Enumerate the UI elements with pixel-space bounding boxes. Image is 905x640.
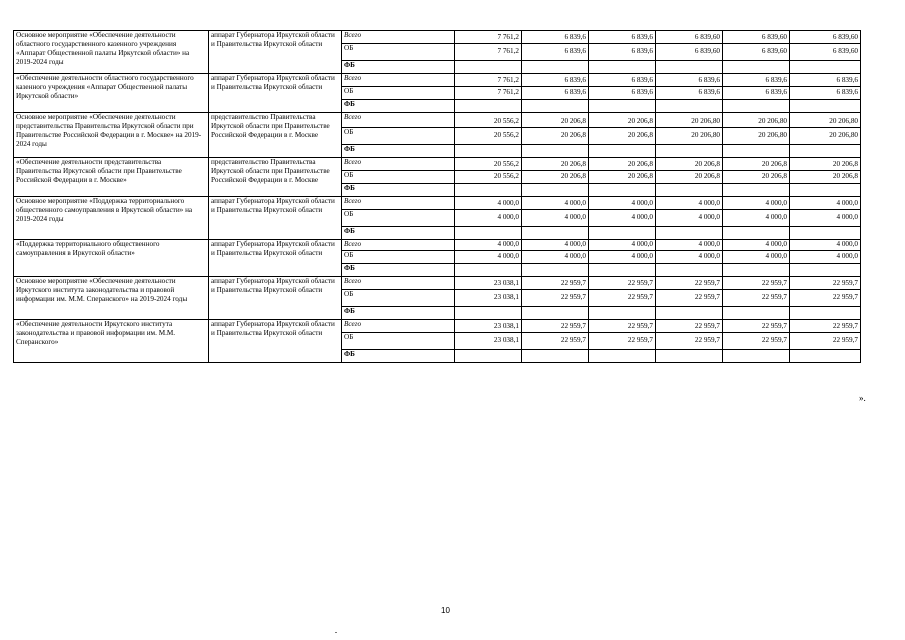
ob-value-cell: 6 839,60 bbox=[790, 44, 861, 61]
total-value-cell: 4 000,0 bbox=[723, 240, 790, 251]
total-value-cell: 6 839,6 bbox=[522, 31, 589, 44]
ob-value-cell: 4 000,0 bbox=[656, 251, 723, 264]
page-number: 10 bbox=[441, 606, 450, 615]
ob-value-cell: 20 556,2 bbox=[455, 171, 522, 184]
table-row bbox=[14, 277, 861, 290]
ob-value-cell: 4 000,0 bbox=[790, 210, 861, 227]
activity-executor: представительство Правительства Иркутской области при Правительстве Российской Федерации в г. Москве bbox=[209, 113, 342, 158]
ob-value-cell: 6 839,6 bbox=[522, 44, 589, 61]
source-fb-label: ФБ bbox=[342, 307, 455, 320]
fb-value-cell bbox=[790, 227, 861, 240]
activity-executor: аппарат Губернатора Иркутской области и Правительства Иркутской области bbox=[209, 197, 342, 240]
ob-value-cell: 22 959,7 bbox=[589, 333, 656, 350]
ob-value-cell: 22 959,7 bbox=[656, 290, 723, 307]
source-total-label: Всего bbox=[342, 113, 455, 128]
fb-value-cell bbox=[723, 61, 790, 74]
total-value-cell: 20 206,8 bbox=[790, 158, 861, 171]
table-row bbox=[14, 113, 861, 128]
ob-value-cell: 20 206,80 bbox=[723, 128, 790, 145]
activity-executor: аппарат Губернатора Иркутской области и Правительства Иркутской области bbox=[209, 31, 342, 74]
total-value-cell: 22 959,7 bbox=[522, 320, 589, 333]
total-value-cell: 22 959,7 bbox=[723, 320, 790, 333]
source-total-label: Всего bbox=[342, 31, 455, 44]
ob-value-cell: 6 839,6 bbox=[589, 87, 656, 100]
fb-value-cell bbox=[589, 184, 656, 197]
source-ob-label: ОБ bbox=[342, 210, 455, 227]
fb-value-cell bbox=[522, 184, 589, 197]
total-value-cell: 6 839,6 bbox=[522, 74, 589, 87]
total-value-cell: 22 959,7 bbox=[589, 320, 656, 333]
budget-table bbox=[13, 30, 861, 363]
fb-value-cell bbox=[455, 350, 522, 363]
table-row bbox=[14, 31, 861, 44]
total-value-cell: 4 000,0 bbox=[790, 240, 861, 251]
source-fb-label: ФБ bbox=[342, 227, 455, 240]
total-value-cell: 6 839,6 bbox=[723, 74, 790, 87]
ob-value-cell: 4 000,0 bbox=[723, 210, 790, 227]
closing-quote-mark: ». bbox=[859, 393, 866, 403]
total-value-cell: 7 761,2 bbox=[455, 31, 522, 44]
total-value-cell: 4 000,0 bbox=[656, 197, 723, 210]
ob-value-cell: 4 000,0 bbox=[589, 210, 656, 227]
ob-value-cell: 20 206,8 bbox=[723, 171, 790, 184]
total-value-cell: 22 959,7 bbox=[656, 277, 723, 290]
source-ob-label: ОБ bbox=[342, 251, 455, 264]
ob-value-cell: 20 206,8 bbox=[589, 128, 656, 145]
source-total-label: Всего bbox=[342, 158, 455, 171]
fb-value-cell bbox=[589, 227, 656, 240]
total-value-cell: 20 206,80 bbox=[656, 113, 723, 128]
source-total-label: Всего bbox=[342, 277, 455, 290]
ob-value-cell: 4 000,0 bbox=[589, 251, 656, 264]
ob-value-cell: 22 959,7 bbox=[723, 290, 790, 307]
fb-value-cell bbox=[455, 307, 522, 320]
total-value-cell: 20 206,8 bbox=[723, 158, 790, 171]
ob-value-cell: 22 959,7 bbox=[790, 333, 861, 350]
ob-value-cell: 4 000,0 bbox=[522, 251, 589, 264]
ob-value-cell: 4 000,0 bbox=[522, 210, 589, 227]
total-value-cell: 4 000,0 bbox=[723, 197, 790, 210]
total-value-cell: 4 000,0 bbox=[522, 197, 589, 210]
source-fb-label: ФБ bbox=[342, 145, 455, 158]
fb-value-cell bbox=[723, 184, 790, 197]
fb-value-cell bbox=[790, 307, 861, 320]
fb-value-cell bbox=[455, 145, 522, 158]
total-value-cell: 4 000,0 bbox=[455, 197, 522, 210]
fb-value-cell bbox=[723, 307, 790, 320]
total-value-cell: 20 206,8 bbox=[522, 113, 589, 128]
total-value-cell: 6 839,60 bbox=[656, 31, 723, 44]
ob-value-cell: 22 959,7 bbox=[723, 333, 790, 350]
fb-value-cell bbox=[589, 264, 656, 277]
total-value-cell: 22 959,7 bbox=[723, 277, 790, 290]
ob-value-cell: 7 761,2 bbox=[455, 87, 522, 100]
total-value-cell: 6 839,6 bbox=[589, 31, 656, 44]
fb-value-cell bbox=[589, 61, 656, 74]
total-value-cell: 23 038,1 bbox=[455, 320, 522, 333]
activity-executor: аппарат Губернатора Иркутской области и Правительства Иркутской области bbox=[209, 277, 342, 320]
source-total-label: Всего bbox=[342, 74, 455, 87]
ob-value-cell: 20 206,8 bbox=[790, 171, 861, 184]
fb-value-cell bbox=[522, 227, 589, 240]
total-value-cell: 4 000,0 bbox=[522, 240, 589, 251]
budget-table-body bbox=[14, 31, 861, 363]
fb-value-cell bbox=[790, 184, 861, 197]
scan-dot bbox=[335, 632, 337, 633]
source-ob-label: ОБ bbox=[342, 44, 455, 61]
activity-description: «Поддержка территориального общественного самоуправления в Иркутской области» bbox=[14, 240, 209, 277]
total-value-cell: 4 000,0 bbox=[589, 197, 656, 210]
fb-value-cell bbox=[790, 264, 861, 277]
ob-value-cell: 6 839,6 bbox=[656, 87, 723, 100]
total-value-cell: 6 839,6 bbox=[656, 74, 723, 87]
ob-value-cell: 6 839,60 bbox=[723, 44, 790, 61]
total-value-cell: 4 000,0 bbox=[455, 240, 522, 251]
fb-value-cell bbox=[723, 227, 790, 240]
total-value-cell: 20 556,2 bbox=[455, 113, 522, 128]
activity-description: Основное мероприятие «Поддержка территориального общественного самоуправления в Иркутской области» на 2019-2024 годы bbox=[14, 197, 209, 240]
activity-description: «Обеспечение деятельности Иркутского института законодательства и правовой информации им. М.М. Сперанского» bbox=[14, 320, 209, 363]
ob-value-cell: 6 839,60 bbox=[656, 44, 723, 61]
ob-value-cell: 6 839,6 bbox=[723, 87, 790, 100]
source-ob-label: ОБ bbox=[342, 87, 455, 100]
total-value-cell: 20 206,8 bbox=[522, 158, 589, 171]
total-value-cell: 20 206,80 bbox=[790, 113, 861, 128]
fb-value-cell bbox=[723, 350, 790, 363]
fb-value-cell bbox=[522, 264, 589, 277]
source-total-label: Всего bbox=[342, 320, 455, 333]
fb-value-cell bbox=[790, 61, 861, 74]
fb-value-cell bbox=[522, 61, 589, 74]
activity-description: Основное мероприятие «Обеспечение деятельности Иркутского института законодательства и правовой информации им. М.М. Сперанского» на 2019-2024 годы bbox=[14, 277, 209, 320]
fb-value-cell bbox=[589, 350, 656, 363]
activity-description: Основное мероприятие «Обеспечение деятельности представительства Правительства Иркутской области при Правительстве Российской Федерации в г. Москве» на 2019-2024 годы bbox=[14, 113, 209, 158]
fb-value-cell bbox=[455, 264, 522, 277]
activity-description: Основное мероприятие «Обеспечение деятельности областного государственного казенного учреждения «Аппарат Общественной палаты Иркутской области» на 2019-2024 годы bbox=[14, 31, 209, 74]
ob-value-cell: 22 959,7 bbox=[589, 290, 656, 307]
ob-value-cell: 4 000,0 bbox=[656, 210, 723, 227]
fb-value-cell bbox=[522, 350, 589, 363]
source-ob-label: ОБ bbox=[342, 333, 455, 350]
ob-value-cell: 6 839,6 bbox=[790, 87, 861, 100]
ob-value-cell: 20 206,80 bbox=[656, 128, 723, 145]
total-value-cell: 6 839,60 bbox=[723, 31, 790, 44]
ob-value-cell: 20 206,80 bbox=[790, 128, 861, 145]
total-value-cell: 4 000,0 bbox=[790, 197, 861, 210]
source-fb-label: ФБ bbox=[342, 264, 455, 277]
ob-value-cell: 4 000,0 bbox=[455, 251, 522, 264]
source-fb-label: ФБ bbox=[342, 61, 455, 74]
ob-value-cell: 6 839,6 bbox=[522, 87, 589, 100]
table-row bbox=[14, 197, 861, 210]
source-total-label: Всего bbox=[342, 240, 455, 251]
fb-value-cell bbox=[522, 100, 589, 113]
source-ob-label: ОБ bbox=[342, 290, 455, 307]
total-value-cell: 20 556,2 bbox=[455, 158, 522, 171]
total-value-cell: 22 959,7 bbox=[790, 320, 861, 333]
fb-value-cell bbox=[455, 184, 522, 197]
fb-value-cell bbox=[723, 264, 790, 277]
fb-value-cell bbox=[723, 145, 790, 158]
fb-value-cell bbox=[656, 350, 723, 363]
total-value-cell: 20 206,8 bbox=[589, 113, 656, 128]
fb-value-cell bbox=[656, 184, 723, 197]
ob-value-cell: 4 000,0 bbox=[723, 251, 790, 264]
ob-value-cell: 20 206,8 bbox=[656, 171, 723, 184]
total-value-cell: 6 839,6 bbox=[790, 74, 861, 87]
fb-value-cell bbox=[656, 227, 723, 240]
total-value-cell: 6 839,6 bbox=[589, 74, 656, 87]
ob-value-cell: 6 839,6 bbox=[589, 44, 656, 61]
ob-value-cell: 20 206,8 bbox=[589, 171, 656, 184]
fb-value-cell bbox=[723, 100, 790, 113]
table-row bbox=[14, 320, 861, 333]
ob-value-cell: 4 000,0 bbox=[790, 251, 861, 264]
fb-value-cell bbox=[656, 264, 723, 277]
fb-value-cell bbox=[522, 145, 589, 158]
total-value-cell: 7 761,2 bbox=[455, 74, 522, 87]
source-ob-label: ОБ bbox=[342, 128, 455, 145]
total-value-cell: 22 959,7 bbox=[522, 277, 589, 290]
fb-value-cell bbox=[656, 145, 723, 158]
fb-value-cell bbox=[522, 307, 589, 320]
fb-value-cell bbox=[790, 100, 861, 113]
fb-value-cell bbox=[656, 61, 723, 74]
ob-value-cell: 4 000,0 bbox=[455, 210, 522, 227]
fb-value-cell bbox=[656, 100, 723, 113]
activity-executor: аппарат Губернатора Иркутской области и Правительства Иркутской области bbox=[209, 74, 342, 113]
ob-value-cell: 22 959,7 bbox=[656, 333, 723, 350]
fb-value-cell bbox=[455, 61, 522, 74]
fb-value-cell bbox=[589, 307, 656, 320]
source-total-label: Всего bbox=[342, 197, 455, 210]
fb-value-cell bbox=[455, 227, 522, 240]
total-value-cell: 6 839,60 bbox=[790, 31, 861, 44]
fb-value-cell bbox=[589, 145, 656, 158]
activity-executor: представительство Правительства Иркутской области при Правительстве Российской Федерации в г. Москве bbox=[209, 158, 342, 197]
activity-description: «Обеспечение деятельности областного государственного казенного учреждения «Аппарат Общественной палаты Иркутской области» bbox=[14, 74, 209, 113]
total-value-cell: 20 206,8 bbox=[656, 158, 723, 171]
fb-value-cell bbox=[656, 307, 723, 320]
ob-value-cell: 23 038,1 bbox=[455, 290, 522, 307]
ob-value-cell: 22 959,7 bbox=[790, 290, 861, 307]
fb-value-cell bbox=[455, 100, 522, 113]
total-value-cell: 22 959,7 bbox=[656, 320, 723, 333]
total-value-cell: 22 959,7 bbox=[790, 277, 861, 290]
total-value-cell: 4 000,0 bbox=[589, 240, 656, 251]
fb-value-cell bbox=[790, 145, 861, 158]
activity-description: «Обеспечение деятельности представительства Правительства Иркутской области при Правительстве Российской Федерации в г. Москве» bbox=[14, 158, 209, 197]
ob-value-cell: 22 959,7 bbox=[522, 333, 589, 350]
total-value-cell: 20 206,80 bbox=[723, 113, 790, 128]
activity-executor: аппарат Губернатора Иркутской области и Правительства Иркутской области bbox=[209, 320, 342, 363]
fb-value-cell bbox=[790, 350, 861, 363]
source-fb-label: ФБ bbox=[342, 100, 455, 113]
ob-value-cell: 23 038,1 bbox=[455, 333, 522, 350]
table-row bbox=[14, 158, 861, 171]
table-row bbox=[14, 74, 861, 87]
ob-value-cell: 7 761,2 bbox=[455, 44, 522, 61]
ob-value-cell: 20 206,8 bbox=[522, 128, 589, 145]
total-value-cell: 22 959,7 bbox=[589, 277, 656, 290]
ob-value-cell: 20 556,2 bbox=[455, 128, 522, 145]
activity-executor: аппарат Губернатора Иркутской области и Правительства Иркутской области bbox=[209, 240, 342, 277]
source-fb-label: ФБ bbox=[342, 184, 455, 197]
fb-value-cell bbox=[589, 100, 656, 113]
table-row bbox=[14, 240, 861, 251]
source-ob-label: ОБ bbox=[342, 171, 455, 184]
ob-value-cell: 20 206,8 bbox=[522, 171, 589, 184]
total-value-cell: 23 038,1 bbox=[455, 277, 522, 290]
ob-value-cell: 22 959,7 bbox=[522, 290, 589, 307]
total-value-cell: 20 206,8 bbox=[589, 158, 656, 171]
source-fb-label: ФБ bbox=[342, 350, 455, 363]
total-value-cell: 4 000,0 bbox=[656, 240, 723, 251]
